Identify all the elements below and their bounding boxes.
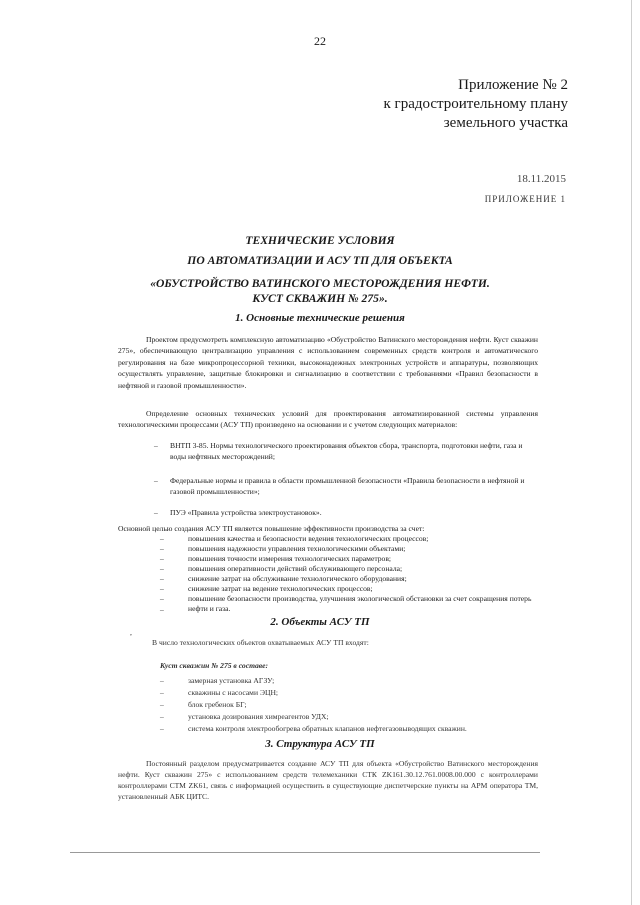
object-item-3-text: блок гребенок БГ; (188, 700, 247, 709)
normative-item-1-text: ВНТП 3-85. Нормы технологического проектирования объектов сбора, транспорта, подготовки нефти, газа и воды нефтяных месторождений; (170, 441, 523, 462)
goal-intro: Основной целью создания АСУ ТП является повышение эффективности производства за счет: (118, 524, 425, 533)
goal-item-1-text: повышения качества и безопасности ведения технологических процессов; (188, 534, 429, 543)
goal-item-2-text: повышения надежности управления технологическими объектами; (188, 544, 406, 553)
dash-marker: – (154, 508, 158, 517)
goal-item-4-text: повышения оперативности действий обслуживающего персонала; (188, 564, 403, 573)
page-number: 22 (314, 34, 326, 48)
section-1-paragraph-2: Определение основных технических условий для проектирования автоматизированной системы управления технологическими процессами (АСУ ТП) произведено на основании и с учетом следующих материалов: (118, 409, 538, 430)
bottom-divider (70, 852, 540, 853)
object-item-5-text: система контроля электрообогрева обратных клапанов нефтегазовыводящих скважин. (188, 724, 467, 733)
normative-item-2 (154, 475, 538, 498)
object-item-2-text: скважины с насосами ЭЦН; (188, 688, 279, 697)
appendix-header (384, 76, 569, 133)
attachment-label: ПРИЛОЖЕНИЕ 1 (484, 194, 566, 204)
title-line-2: ПО АВТОМАТИЗАЦИИ И АСУ ТП ДЛЯ ОБЪЕКТА (187, 254, 453, 267)
normative-item-2-text: Федеральные нормы и правила в области промышленной безопасности «Правила безопасности в нефтяной и газовой промышленности»; (170, 476, 525, 497)
goal-item-3-text: повышения точности измерения технологических параметров; (188, 554, 392, 563)
appendix-line-1: Приложение № 2 (458, 77, 568, 93)
dash-marker: – (154, 476, 158, 485)
section-1-heading: 1. Основные технические решения (235, 312, 405, 324)
document-date: 18.11.2015 (516, 173, 566, 185)
title-line-3: «ОБУСТРОЙСТВО ВАТИНСКОГО МЕСТОРОЖДЕНИЯ НЕФТИ. (150, 277, 490, 290)
section-2-intro: В число технологических объектов охватываемых АСУ ТП входят: (152, 638, 369, 647)
normative-item-3 (154, 507, 538, 518)
section-3-heading: 3. Структура АСУ ТП (265, 738, 375, 750)
appendix-line-3: земельного участка (443, 115, 568, 131)
section-1-paragraph-1: Проектом предусмотреть комплексную автоматизацию «Обустройство Ватинского месторождения нефти. Куст скважин 275», обеспечивающую централизацию управления с использованием современных средств контроля и автоматического регулирования на базе микропроцессорной техники, высоконадежных электронных устройств и аппаратуры, позволяющих осуществлять управление, защитные блокировки и сигнализацию в соответствии с требованиями «Правил безопасности в нефтяной и газовой промышленности». (118, 335, 538, 390)
stray-mark: , (130, 628, 132, 637)
goal-item-6-text: снижение затрат на ведение технологических процессов; (188, 584, 373, 593)
section-2-subheading: Куст скважин № 275 в составе: (160, 661, 268, 670)
section-2-heading: 2. Объекты АСУ ТП (270, 616, 370, 628)
normative-item-1 (154, 440, 538, 463)
title-line-1: ТЕХНИЧЕСКИЕ УСЛОВИЯ (245, 234, 395, 247)
object-item-4-text: установка дозирования химреагентов УДХ; (188, 712, 329, 721)
page-edge (631, 0, 632, 905)
goal-item-8: – (160, 605, 164, 614)
title-line-4: КУСТ СКВАЖИН № 275». (252, 292, 388, 305)
section-3-paragraph-1: Постоянный разделом предусматривается создание АСУ ТП для объекта «Обустройство Ватинского месторождения нефти. Куст скважин 275» с использованием средств телемеханики СТК ZK161.30.12.761.0008.00.000 с контроллерами контроллерами СТМ ZK61, связь с информацией осуществить в существующие диспетчерские пункты на АРМ оператора ТМ, установленный АБК ЦИТС. (118, 759, 538, 801)
appendix-line-2: к градостроительному плану (383, 96, 568, 112)
goal-item-5-text: снижение затрат на обслуживание технологического оборудования; (188, 574, 407, 583)
dash-marker: – (154, 441, 158, 450)
goal-item-7-text: повышение безопасности производства, улучшения экологической обстановки за счет сокращения потерь нефти и газа. (188, 594, 532, 614)
object-item-1-text: замерная установка АГЗУ; (188, 676, 275, 685)
normative-item-3-text: ПУЭ «Правила устройства электроустановок». (170, 508, 322, 517)
